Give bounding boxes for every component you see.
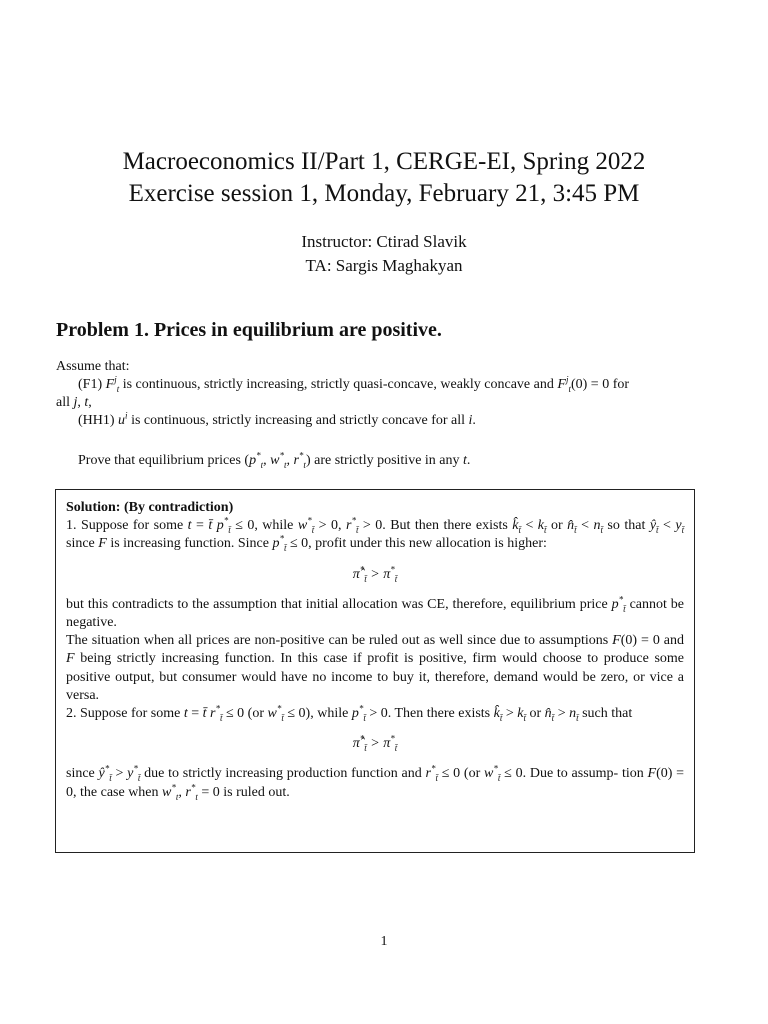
- ta-line: TA: Sargis Maghakyan: [305, 256, 463, 275]
- page-number: 1: [380, 934, 388, 949]
- course-title: Macroeconomics II/Part 1, CERGE-EI, Spring 2022: [122, 148, 646, 175]
- assumption-f1-cont: all j, t,: [56, 395, 92, 410]
- prove-statement: Prove that equilibrium prices ($p^*_t$, $w^*_t$, $r^*_t$) are strictly positive in any t.: [78, 450, 471, 470]
- solution-step-1: 1. Suppose for some t = t̄ $p^*_{t̄} \le 0$, while $w^*_{t̄} > 0$, $r^*_{t̄} > 0$. But then there exists $k̂_{t̄} < k_{t̄}$ or $n̂_{t̄} < n_{t̄}$ so that $ŷ_{t̄} < y_{t̄}$ since F is increasing function. Since $p^*_{t̄} \le 0$, profit under this new allocation is higher:: [66, 515, 685, 554]
- assumption-hh1: (HH1) $u^i$ is continuous, strictly increasing and strictly concave for all i.: [78, 410, 476, 428]
- solution-nonpositive-case: The situation when all prices are non-positive can be ruled out as well since due to assumptions F(0) = 0 and F being strictly increasing function. In this case if profit is positive, firm would choose to produce some positive output, but consumer would have no income to buy it, therefore, demand would be zero, or vice a versa.: [66, 633, 684, 703]
- equation-1: $\pî^*_{t̄} > \pi^*_{t̄}$: [352, 563, 398, 584]
- assume-intro: Assume that:: [56, 359, 130, 374]
- assumption-f1: (F1) $F^j_t$ is continuous, strictly increasing, strictly quasi-concave, weakly concave and $F^j_t(0) = 0$ for: [78, 374, 630, 394]
- instructor-line: Instructor: Ctirad Slavik: [301, 232, 467, 251]
- equation-2: $\pî^*_{t̄} > \pi^*_{t̄}$: [352, 733, 398, 754]
- solution-box: [55, 489, 695, 853]
- solution-heading: Solution: (By contradiction): [66, 500, 234, 515]
- solution-step-2: 2. Suppose for some t = t̄ $r^*_{t̄} \le 0$ (or $w^*_{t̄} \le 0$), while $p^*_{t̄} > 0$. Then there exists $k̂_{t̄} > k_{t̄}$ or $n̂_{t̄} > n_{t̄}$ such that: [66, 703, 633, 723]
- solution-step-1-conclusion: but this contradicts to the assumption that initial allocation was CE, therefore, equilibrium price $p^*_{t̄}$ cannot be negative.: [66, 594, 685, 631]
- solution-step-2-conclusion: since $ŷ^*_{t̄} > y^*_{t̄}$ due to strictly increasing production function and $r^*_{t̄} \le 0$ (or $w^*_{t̄} \le 0$. Due to assump- tion F(0) = 0, the case when $w^*_t$, $r^*_t = 0$ is ruled out.: [66, 763, 685, 802]
- problem-heading: Problem 1. Prices in equilibrium are positive.: [56, 319, 442, 341]
- session-title: Exercise session 1, Monday, February 21, 3:45 PM: [128, 180, 640, 207]
- assumptions-block: [56, 358, 698, 430]
